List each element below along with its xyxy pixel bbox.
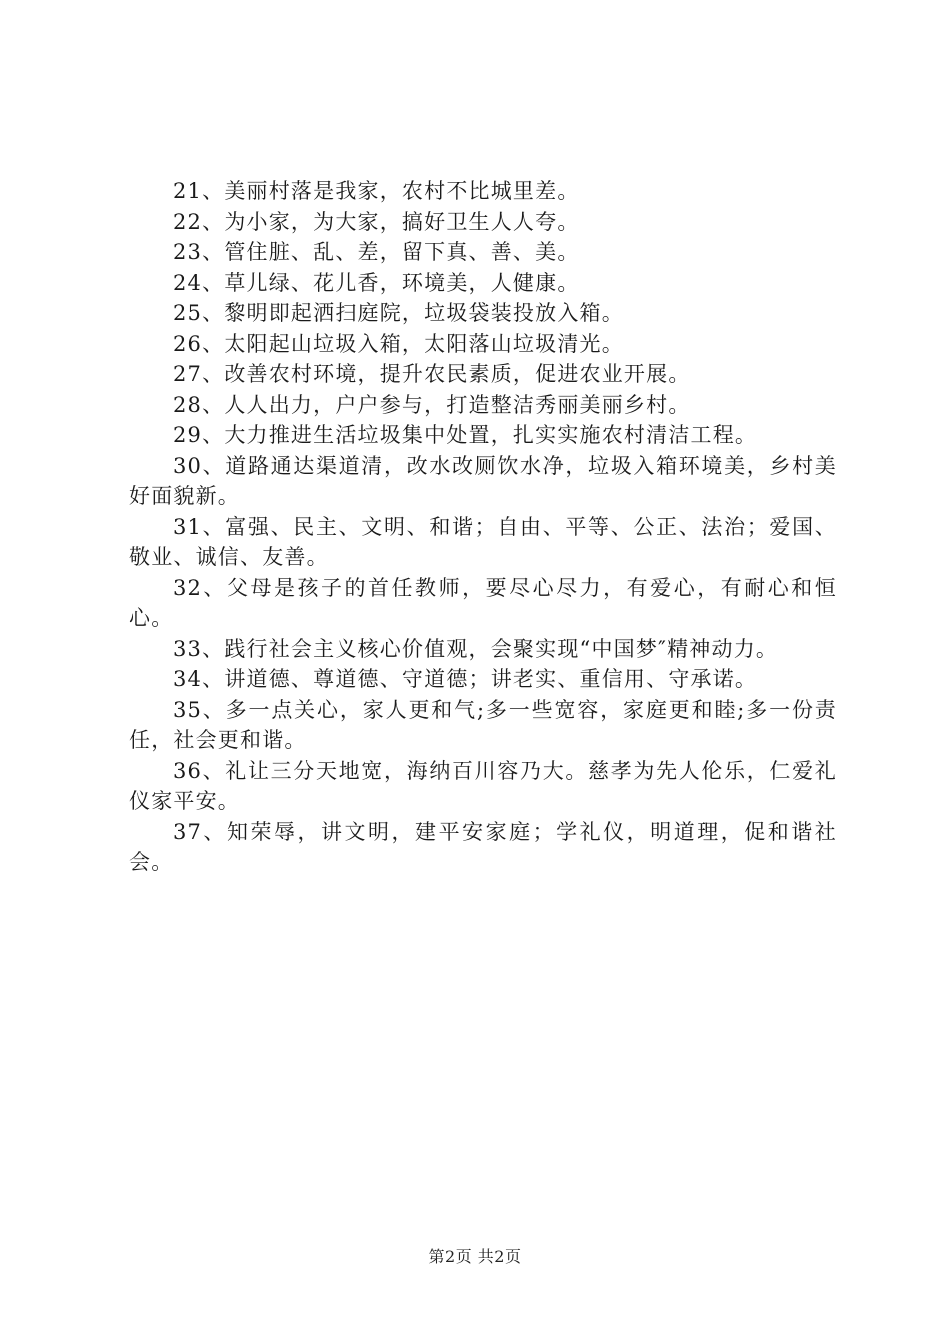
paragraph-26: 26、太阳起山垃圾入箱，太阳落山垃圾清光。 bbox=[173, 331, 624, 356]
paragraph-28: 28、人人出力，户户参与，打造整洁秀丽美丽乡村。 bbox=[173, 392, 691, 417]
paragraph-27: 27、改善农村环境，提升农民素质，促进农业开展。 bbox=[173, 362, 691, 386]
paragraph-34: 34、讲道德、尊道德、守道德；讲老实、重信用、守承诺。 bbox=[173, 667, 758, 691]
paragraph-35: 35、多一点关心，家人更和气;多一些宽容，家庭更和睦;多一份责任，社会更和谐。 bbox=[129, 697, 837, 752]
paragraph-21: 21、美丽村落是我家，农村不比城里差。 bbox=[173, 179, 580, 203]
paragraph-29: 29、大力推进生活垃圾集中处置，扎实实施农村清洁工程。 bbox=[173, 423, 758, 447]
paragraph-30: 30、道路通达渠道清，改水改厕饮水净，垃圾入箱环境美，乡村美好面貌新。 bbox=[129, 453, 837, 508]
paragraph-22: 22、为小家，为大家，搞好卫生人人夸。 bbox=[173, 209, 580, 234]
paragraph-32: 32、父母是孩子的首任教师，要尽心尽力，有爱心，有耐心和恒心。 bbox=[129, 575, 837, 630]
paragraph-23: 23、管住脏、乱、差，留下真、善、美。 bbox=[173, 240, 580, 264]
paragraph-25: 25、黎明即起洒扫庭院，垃圾袋装投放入箱。 bbox=[173, 301, 624, 325]
document-body bbox=[129, 176, 837, 878]
paragraph-33: 33、践行社会主义核心价值观，会聚实现“中国梦″精神动力。 bbox=[173, 636, 779, 661]
paragraph-37: 37、知荣辱，讲文明，建平安家庭；学礼仪，明道理，促和谐社会。 bbox=[129, 819, 837, 874]
paragraph-36: 36、礼让三分天地宽，海纳百川容乃大。慈孝为先人伦乐，仁爱礼仪家平安。 bbox=[129, 758, 837, 813]
paragraph-31: 31、富强、民主、文明、和谐；自由、平等、公正、法治；爱国、敬业、诚信、友善。 bbox=[129, 514, 837, 569]
page-number-footer: 第2页 共2页 bbox=[428, 1247, 522, 1266]
paragraph-24: 24、草儿绿、花儿香，环境美，人健康。 bbox=[173, 270, 580, 295]
